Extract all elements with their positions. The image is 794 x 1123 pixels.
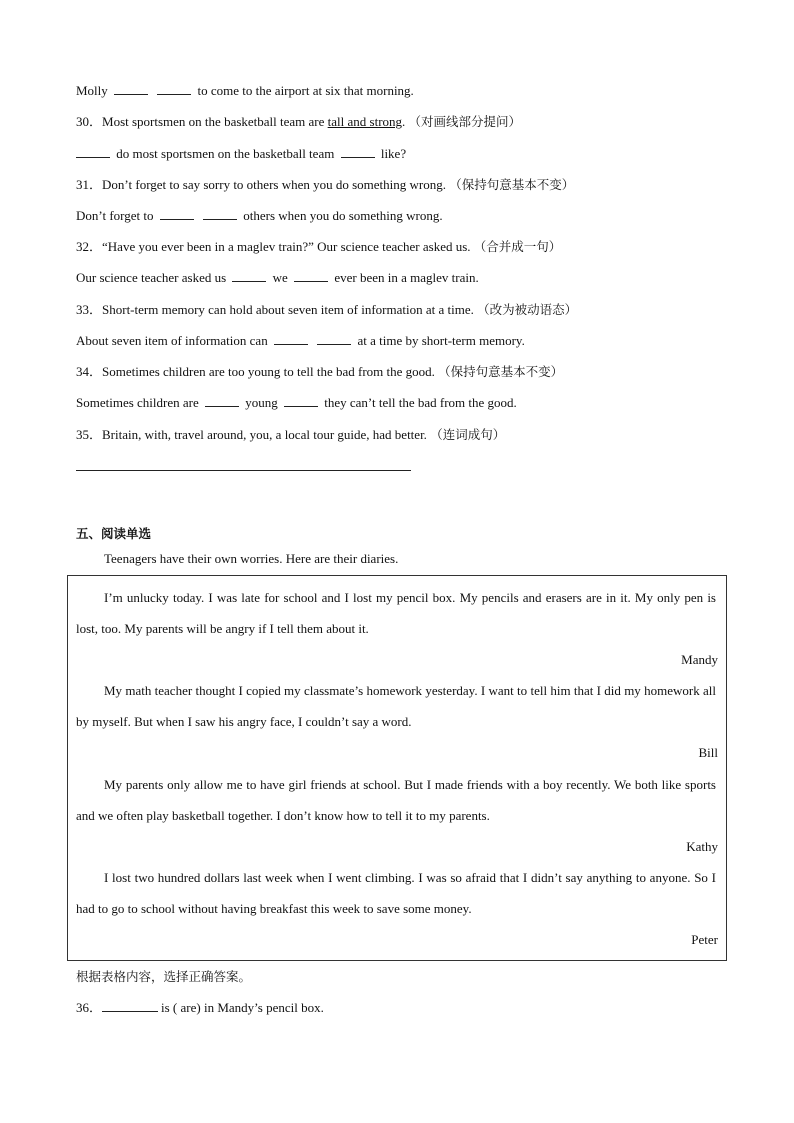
q34-blank-2[interactable] [284, 394, 318, 407]
diary-peter-author: Peter [691, 932, 718, 947]
diary-bill-author: Bill [698, 745, 718, 760]
q29-blank-2[interactable] [157, 82, 191, 95]
q34-answer-line [76, 394, 517, 412]
q33-answer-post: at a time by short-term memory. [357, 333, 525, 348]
q32-answer-post: ever been in a maglev train. [334, 270, 479, 285]
section-title: 五、阅读单选 [76, 526, 152, 541]
q33-instruction: （改为被动语态） [477, 302, 578, 317]
q31-answer-line [76, 207, 443, 225]
q34-answer-pre: Sometimes children are [76, 395, 199, 410]
q33-blank-2[interactable] [317, 332, 351, 345]
q32-answer-line [76, 269, 479, 287]
q31-blank-1[interactable] [160, 207, 194, 220]
q36-question [76, 999, 324, 1017]
q35-instruction: （连词成句） [430, 427, 506, 442]
q33-answer-pre: About seven item of information can [76, 333, 268, 348]
diary-box [67, 575, 727, 961]
q30-answer-line [76, 145, 406, 163]
q33-question [76, 301, 577, 319]
q35-number: 35． [76, 427, 103, 442]
q31-answer-post: others when you do something wrong. [243, 208, 443, 223]
q32-number: 32． [76, 239, 103, 254]
q31-blank-2[interactable] [203, 207, 237, 220]
q29-blank-1[interactable] [114, 82, 148, 95]
q33-blank-1[interactable] [274, 332, 308, 345]
q31-instruction: （保持句意基本不变） [449, 177, 575, 192]
q34-blank-1[interactable] [205, 394, 239, 407]
diary-peter-text: I lost two hundred dollars last week when I went climbing. I was so afraid that I didn’t say anything to anyone. So I had to go to school without having breakfast this week to save some money. [76, 870, 716, 916]
q35-question [76, 426, 505, 444]
q30-text-pre: Most sportsmen on the basketball team are [102, 114, 328, 129]
q31-text: Don’t forget to say sorry to others when you do something wrong. [102, 177, 446, 192]
q31-number: 31． [76, 177, 103, 192]
q35-text: Britain, with, travel around, you, a local tour guide, had better. [102, 427, 427, 442]
diary-mandy-text: I’m unlucky today. I was late for school and I lost my pencil box. My pencils and erasers are in it. My only pen is lost, too. My parents will be angry if I tell them about it. [76, 590, 716, 636]
q31-question [76, 176, 574, 194]
diary-mandy-author: Mandy [681, 652, 718, 667]
q34-answer-mid: young [245, 395, 278, 410]
q33-text: Short-term memory can hold about seven item of information at a time. [102, 302, 474, 317]
diary-bill-text: My math teacher thought I copied my classmate’s homework yesterday. I want to tell him that I did my homework all by myself. But when I saw his angry face, I couldn’t say a word. [76, 683, 716, 729]
q34-question [76, 363, 563, 381]
q30-blank-1[interactable] [76, 145, 110, 158]
q36-number: 36． [76, 1000, 103, 1015]
q29-answer-pre: Molly [76, 83, 108, 98]
q32-answer-pre: Our science teacher asked us [76, 270, 227, 285]
q29-answer-line [76, 82, 414, 100]
reading-instruction: 根据表格内容，选择正确答案。 [76, 969, 252, 984]
q32-blank-2[interactable] [294, 269, 328, 282]
q30-blank-2[interactable] [341, 145, 375, 158]
q32-blank-1[interactable] [232, 269, 266, 282]
q34-text: Sometimes children are too young to tell the bad from the good. [102, 364, 435, 379]
q34-instruction: （保持句意基本不变） [438, 364, 564, 379]
reading-intro: Teenagers have their own worries. Here are their diaries. [104, 551, 399, 566]
q29-answer-post: to come to the airport at six that morning. [197, 83, 414, 98]
q30-answer-mid: do most sportsmen on the basketball team [116, 146, 335, 161]
diary-kathy-author: Kathy [686, 839, 718, 854]
q30-underlined-text: tall and strong [327, 114, 403, 129]
q30-number: 30． [76, 114, 103, 129]
q32-question [76, 238, 561, 256]
q34-answer-post: they can’t tell the bad from the good. [324, 395, 517, 410]
q32-answer-mid: we [272, 270, 288, 285]
q30-text-post: . [402, 114, 406, 129]
q30-answer-post: like? [380, 146, 407, 161]
q35-answer-line[interactable] [76, 470, 411, 471]
q36-blank[interactable] [102, 999, 158, 1012]
q34-number: 34． [76, 364, 103, 379]
q33-number: 33． [76, 302, 103, 317]
q32-instruction: （合并成一句） [473, 239, 562, 254]
q31-answer-pre: Don’t forget to [76, 208, 154, 223]
q30-instruction: （对画线部分提问） [408, 114, 522, 129]
q32-text: “Have you ever been in a maglev train?” Our science teacher asked us. [102, 239, 471, 254]
q33-answer-line [76, 332, 525, 350]
q36-text: is ( are) in Mandy’s pencil box. [161, 1000, 324, 1015]
diary-kathy-text: My parents only allow me to have girl friends at school. But I made friends with a boy recently. We both like sports and we often play basketball together. I don’t know how to tell it to my parents. [76, 777, 716, 823]
q30-question [76, 113, 521, 131]
